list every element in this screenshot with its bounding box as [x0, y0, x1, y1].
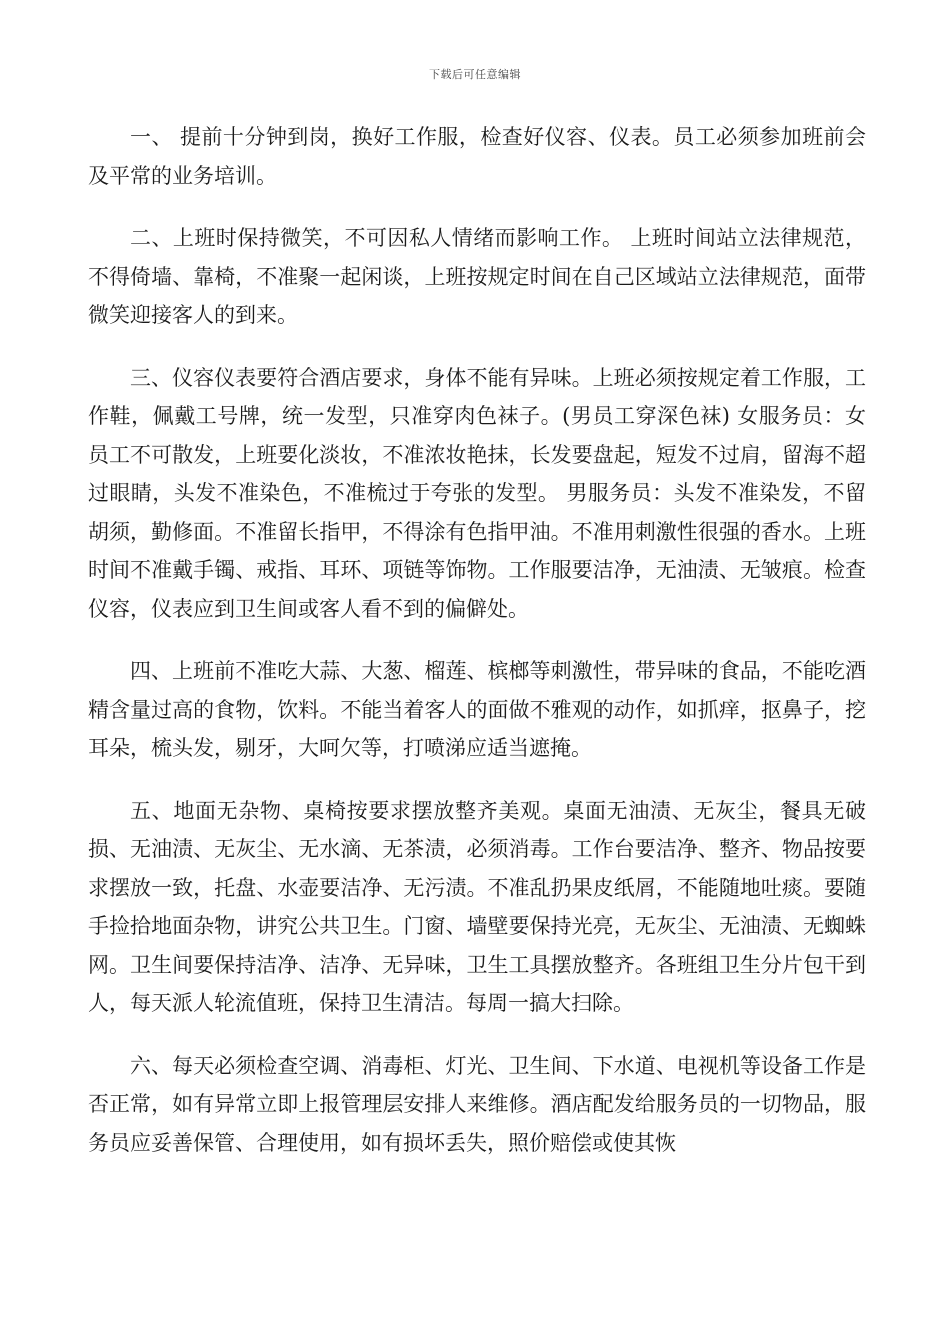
paragraph-1: 一、 提前十分钟到岗，换好工作服，检查好仪容、仪表。员工必须参加班前会及平常的业务培训。: [88, 125, 866, 188]
paragraph-5: 五、地面无杂物、桌椅按要求摆放整齐美观。桌面无油渍、无灰尘，餐具无破损、无油渍、无灰尘、无水滴、无茶渍，必须消毒。工作台要洁净、整齐、物品按要求摆放一致，托盘、水壶要洁净、无污渍。不准乱扔果皮纸屑，不能随地吐痰。要随手捡拾地面杂物，讲究公共卫生。门窗、墙壁要保持光亮，无灰尘、无油渍、无蜘蛛网。卫生间要保持洁净、洁净、无异味，卫生工具摆放整齐。各班组卫生分片包干到人，每天派人轮流值班，保持卫生清洁。每周一搞大扫除。: [88, 798, 866, 1015]
paragraph-4: 四、上班前不准吃大蒜、大葱、榴莲、槟榔等刺激性，带异味的食品，不能吃酒精含量过高的食物，饮料。不能当着客人的面做不雅观的动作，如抓痒，抠鼻子，挖耳朵，梳头发，剔牙，大呵欠等，打喷涕应适当遮掩。: [88, 659, 866, 760]
document-body: [88, 118, 866, 1186]
paragraph-2: 二、上班时保持微笑，不可因私人情绪而影响工作。 上班时间站立法律规范，不得倚墙、靠椅，不准聚一起闲谈，上班按规定时间在自己区域站立法律规范，面带微笑迎接客人的到来。: [88, 226, 866, 327]
header-note: 下载后可任意编辑: [429, 68, 521, 81]
paragraph-3: 三、仪容仪表要符合酒店要求，身体不能有异味。上班必须按规定着工作服，工作鞋，佩戴工号牌，统一发型，只准穿肉色袜子。(男员工穿深色袜) 女服务员：女员工不可散发，上班要化淡妆，不准浓妆艳抹，长发要盘起，短发不过肩，留海不超过眼睛，头发不准染色，不准梳过于夸张的发型。 男服务员：头发不准染发，不留胡须，勤修面。不准留长指甲，不得涂有色指甲油。不准用刺激性很强的香水。上班时间不准戴手镯、戒指、耳环、项链等饰物。工作服要洁净，无油渍、无皱痕。检查仪容，仪表应到卫生间或客人看不到的偏僻处。: [88, 365, 866, 621]
paragraph-6: 六、每天必须检查空调、消毒柜、灯光、卫生间、下水道、电视机等设备工作是否正常，如有异常立即上报管理层安排人来维修。酒店配发给服务员的一切物品，服务员应妥善保管、合理使用，如有损坏丢失，照价赔偿或使其恢: [88, 1053, 866, 1155]
